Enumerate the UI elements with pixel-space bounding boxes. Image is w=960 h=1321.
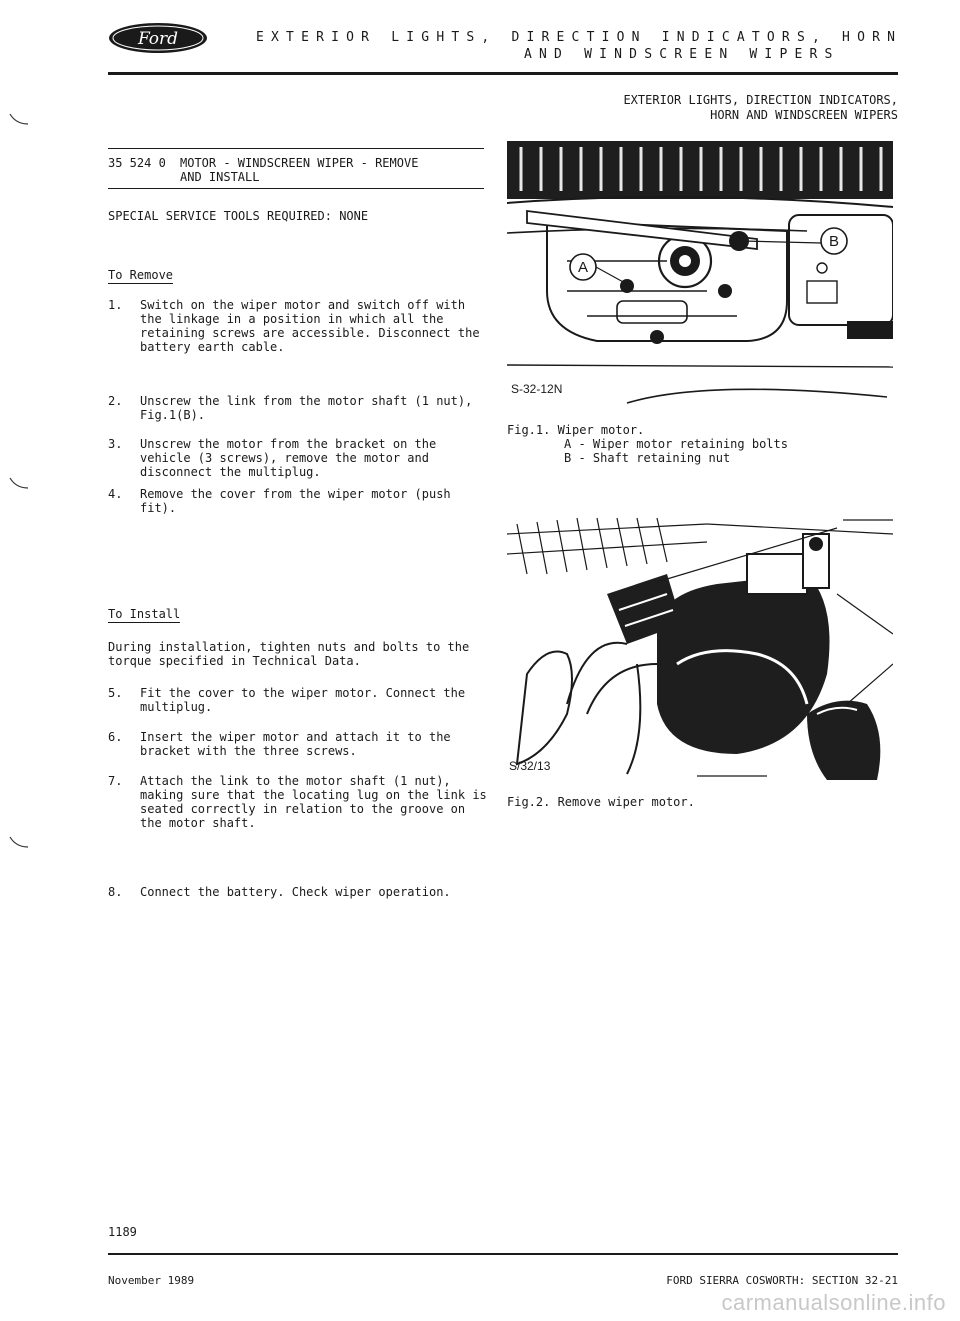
step-4: [108, 487, 488, 515]
step-number: 1.: [108, 298, 123, 312]
step-3: [108, 437, 488, 479]
step-text: Attach the link to the motor shaft (1 nut), making sure that the locating lug on the link is seated correctly in relation to the groove on the motor shaft.: [140, 774, 487, 830]
step-6: [108, 730, 488, 758]
watermark: carmanualsonline.info: [721, 1290, 946, 1315]
ford-logo: [108, 22, 208, 54]
section-subtitle-line2: HORN AND WINDSCREEN WIPERS: [710, 108, 898, 122]
step-text: Unscrew the link from the motor shaft (1 nut), Fig.1(B).: [140, 394, 473, 422]
step-text: Insert the wiper motor and attach it to the bracket with the three screws.: [140, 730, 451, 758]
figure-2-remove-wiper-motor: [507, 514, 893, 780]
figure-1-caption: [507, 423, 788, 465]
page-number: 1189: [108, 1225, 137, 1239]
figure-1-caption-a: A - Wiper motor retaining bolts: [564, 437, 788, 451]
footer-rule: [108, 1253, 898, 1255]
step-text: Switch on the wiper motor and switch off with the linkage in a position in which all the retaining screws are accessible. Disconnect the battery earth cable.: [140, 298, 480, 354]
figure-1-ref-code: S-32-12N: [511, 382, 563, 396]
footer-date: November 1989: [108, 1274, 195, 1287]
figure-1-caption-b: B - Shaft retaining nut: [564, 451, 731, 465]
callout-a-label: A: [577, 259, 589, 276]
footer-section: FORD SIERRA COSWORTH: SECTION 32-21: [666, 1274, 898, 1287]
step-text: Remove the cover from the wiper motor (push fit).: [140, 487, 451, 515]
step-text: Connect the battery. Check wiper operation.: [140, 885, 451, 899]
operation-code: 35 524 0: [108, 156, 166, 170]
figure-2-caption: Fig.2. Remove wiper motor.: [507, 795, 695, 809]
section-subtitle-line1: EXTERIOR LIGHTS, DIRECTION INDICATORS,: [623, 93, 898, 107]
step-text: Unscrew the motor from the bracket on the vehicle (3 screws), remove the motor and disconnect the multiplug.: [140, 437, 437, 479]
step-number: 7.: [108, 774, 123, 788]
step-7: [108, 774, 488, 830]
figure-1-caption-title: Fig.1. Wiper motor.: [507, 423, 645, 437]
margin-mark: [0, 476, 30, 492]
step-5: [108, 686, 488, 714]
step-number: 5.: [108, 686, 123, 700]
step-number: 2.: [108, 394, 123, 408]
step-2: [108, 394, 488, 422]
figure-2-ref-code: S/32/13: [509, 759, 551, 773]
step-text: Fit the cover to the wiper motor. Connect the multiplug.: [140, 686, 466, 714]
step-8: [108, 885, 488, 899]
special-tools-note: SPECIAL SERVICE TOOLS REQUIRED: NONE: [108, 209, 369, 223]
header-title-line2: AND WINDSCREEN WIPERS: [524, 47, 840, 62]
step-number: 8.: [108, 885, 123, 899]
step-number: 3.: [108, 437, 123, 451]
callout-b-label: B: [828, 233, 840, 250]
operation-title-line2: AND INSTALL: [180, 170, 260, 184]
header-rule: [108, 72, 898, 75]
operation-title-line1: MOTOR - WINDSCREEN WIPER - REMOVE: [180, 156, 419, 170]
remove-heading: To Remove: [108, 268, 174, 282]
figure-1-wiper-motor: [507, 141, 893, 413]
step-number: 4.: [108, 487, 123, 501]
title-rule-bottom: [108, 188, 484, 189]
step-1: [108, 298, 488, 354]
title-rule-top: [108, 148, 484, 149]
margin-mark: [0, 112, 30, 128]
header-title-line1: EXTERIOR LIGHTS, DIRECTION INDICATORS, HORN: [256, 30, 903, 45]
step-number: 6.: [108, 730, 123, 744]
install-intro: During installation, tighten nuts and bolts to the torque specified in Technical Data.: [108, 640, 470, 668]
logo-text: Ford: [137, 29, 179, 49]
margin-mark: [0, 835, 30, 851]
install-heading: To Install: [108, 607, 181, 621]
